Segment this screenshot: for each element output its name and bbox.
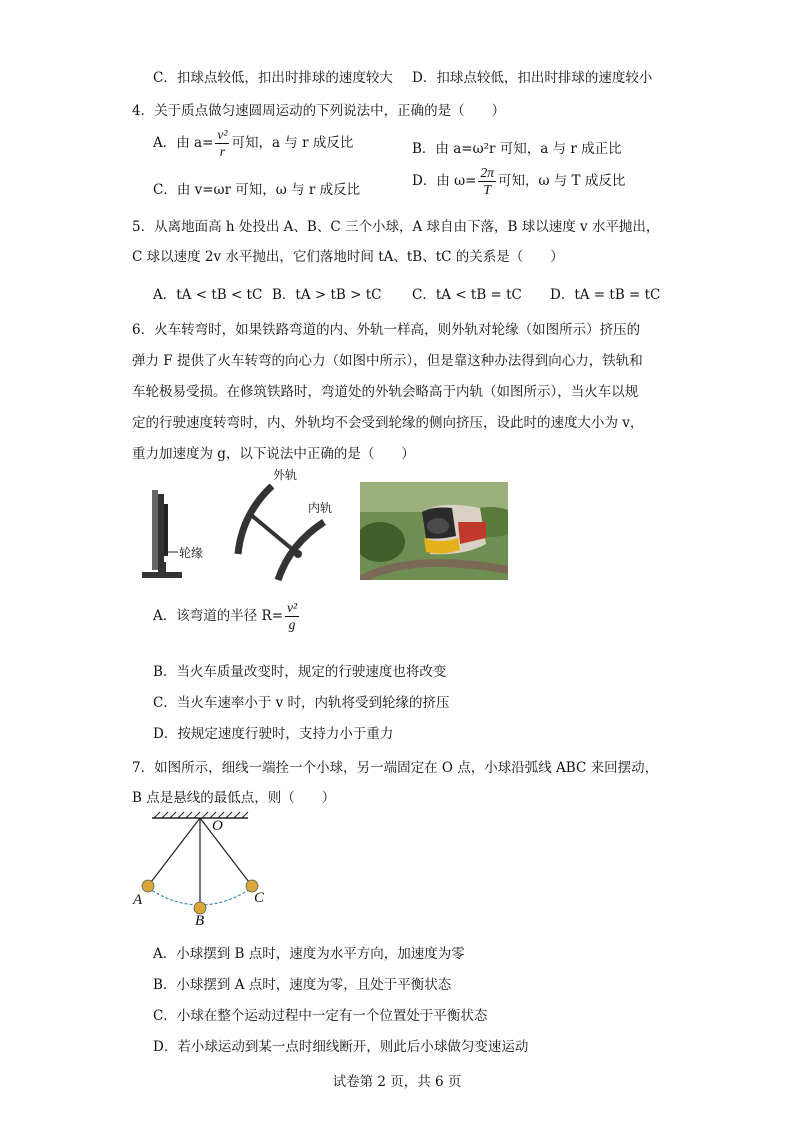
q6-option-c: C．当火车速率小于 v 时，内轨将受到轮缘的挤压 xyxy=(153,695,450,711)
q3-option-d: D．扣球点较低，扣出时排球的速度较小 xyxy=(412,70,653,86)
q5-line1: 5．从离地面高 h 处投出 A、B、C 三个小球，A 球自由下落，B 球以速度 v 水平抛出， xyxy=(132,219,660,235)
q4-option-b: B．由 a=ω²r 可知，a 与 r 成正比 xyxy=(412,141,622,157)
q6-line5: 重力加速度为 g，以下说法中正确的是（ ） xyxy=(132,446,415,462)
q6-option-d: D．按规定速度行驶时，支持力小于重力 xyxy=(153,726,394,742)
pendulum-label-c: C xyxy=(254,890,265,906)
q7-option-a: A．小球摆到 B 点时，速度为水平方向，加速度为零 xyxy=(153,946,465,962)
q7-option-d: D．若小球运动到某一点时细线断开，则此后小球做匀变速运动 xyxy=(153,1039,529,1055)
page-footer: 试卷第 2 页，共 6 页 xyxy=(332,1074,462,1090)
q7-option-c: C．小球在整个运动过程中一定有一个位置处于平衡状态 xyxy=(153,1008,488,1024)
q6-line4: 定的行驶速度转弯时，内、外轨均不会受到轮缘的侧向挤压，设此时的速度大小为 v， xyxy=(132,415,644,431)
q3-option-c: C．扣球点较低，扣出时排球的速度较大 xyxy=(153,70,393,86)
label-wheel-flange: 轮缘 xyxy=(179,546,204,560)
q6-line2: 弹力 F 提供了火车转弯的向心力（如图中所示），但是靠这种办法得到向心力，铁轨和 xyxy=(132,353,643,369)
q6-a-fraction: $\frac{\text{v²}}{g}$ xyxy=(287,600,298,632)
pendulum-figure xyxy=(130,810,280,930)
q4-option-c: C．由 v=ωr 可知，ω 与 r 成反比 xyxy=(153,182,361,198)
q7-option-b: B．小球摆到 A 点时，速度为零，且处于平衡状态 xyxy=(153,977,452,993)
q5-line2: C 球以速度 2v 水平抛出，它们落地时间 tA、tB、tC 的关系是（ ） xyxy=(132,249,564,265)
q5-option-c: C．tA < tB = tC xyxy=(412,287,522,303)
q4-option-a: A．由 a= $\frac{\text{v²}}{r}$ 可知，a 与 r 成反比 xyxy=(153,127,354,159)
q5-option-b: B．tA > tB > tC xyxy=(272,287,382,303)
q4-option-d: D．由 ω= $\frac{2\pi}{T}$ 可知，ω 与 T 成反比 xyxy=(412,165,626,197)
q4-stem: 4．关于质点做匀速圆周运动的下列说法中，正确的是（ ） xyxy=(132,103,506,119)
q4-a-fraction: $\frac{\text{v²}}{r}$ xyxy=(217,127,228,159)
train-photo xyxy=(360,482,508,580)
q6-option-b: B．当火车质量改变时，规定的行驶速度也将改变 xyxy=(153,664,447,680)
q6-option-a: A．该弯道的半径 R= $\frac{\text{v²}}{g}$ xyxy=(153,600,298,632)
q6-line3: 车轮极易受损。在修筑铁路时，弯道处的外轨会略高于内轨（如图所示），当火车以规 xyxy=(132,384,639,400)
wheel-rail-figure xyxy=(138,482,218,582)
q5-option-a: A．tA < tB < tC xyxy=(153,287,263,303)
pendulum-label-b: B xyxy=(195,913,205,929)
q4-d-fraction: $\frac{2\pi}{T}$ xyxy=(480,165,494,197)
q7-line2: B 点是悬线的最低点，则（ ） xyxy=(132,790,336,806)
q5-option-d: D．tA = tB = tC xyxy=(550,287,661,303)
pendulum-label-o: O xyxy=(212,818,223,834)
label-inner-rail: 内轨 xyxy=(308,501,333,515)
q6-line1: 6．火车转弯时，如果铁路弯道的内、外轨一样高，则外轨对轮缘（如图所示）挤压的 xyxy=(132,322,641,338)
pendulum-label-a: A xyxy=(133,892,143,908)
q7-line1: 7．如图所示，细线一端拴一个小球，另一端固定在 O 点，小球沿弧线 ABC 来回摆动， xyxy=(132,760,659,776)
label-outer-rail: 外轨 xyxy=(273,468,298,482)
